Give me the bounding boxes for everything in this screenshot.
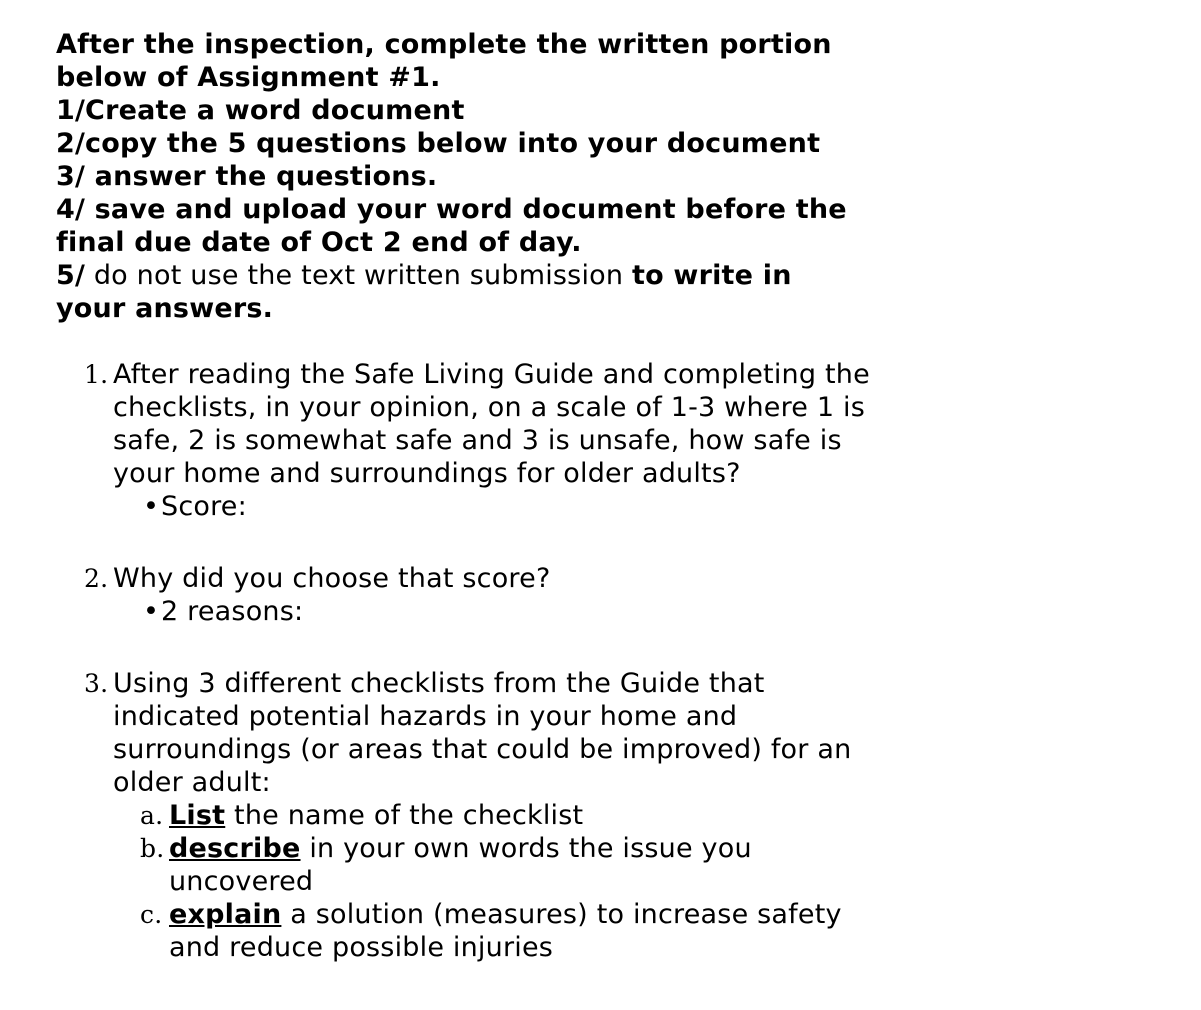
question-3 [56,667,956,964]
question-line: checklists, in your opinion, on a scale of 1-3 where 1 is [113,392,866,423]
question-line: surroundings (or areas that could be improved) for an [113,734,852,765]
subitem-letter: b. [140,834,165,863]
subitem-letter: a. [140,801,164,830]
instruction-step-4: 4/ save and upload your word document before the [56,194,847,225]
instruction-line: below of Assignment #1. [56,62,441,93]
bullet-text: 2 reasons: [161,596,304,627]
subitem-letter: c. [140,900,163,929]
question-line: safe, 2 is somewhat safe and 3 is unsafe, how safe is [113,425,842,456]
subitem-keyword: describe [169,833,301,864]
instruction-step-1: 1/Create a word document [56,95,465,126]
subitem-line-2: uncovered [169,866,314,897]
question-number: 1. [84,360,109,389]
subitem-text [169,799,956,832]
question-text [113,562,913,595]
subitem-a [140,799,956,832]
subitem-text [169,898,956,964]
question-line: After reading the Safe Living Guide and completing the [113,359,870,390]
subitem-rest: the name of the checklist [225,800,584,831]
instruction-step-4-cont: final due date of Oct 2 end of day. [56,227,582,258]
answer-bullet-score [143,490,956,523]
subitem-text [169,832,956,898]
question-text [113,667,913,799]
instruction-line: After the inspection, complete the written portion [56,29,832,60]
subitem-b [140,832,956,898]
question-line: your home and surroundings for older adults? [113,458,741,489]
subitem-line [169,799,956,832]
step-5-bold-text: to write in [631,260,792,291]
subitem-line-2: and reduce possible injuries [169,932,554,963]
subitem-rest: a solution (measures) to increase safety [281,899,842,930]
question-1 [56,358,956,523]
subitem-line [169,832,956,865]
step-5-number: 5/ [56,260,86,291]
question-list [56,358,956,1003]
subitem-line [169,898,956,931]
subitem-c [140,898,956,964]
question-2 [56,562,956,628]
subitem-rest: in your own words the issue you [300,833,752,864]
question-line: Why did you choose that score? [113,563,551,594]
question-number: 2. [84,564,109,593]
assignment-instructions [56,28,956,325]
question-line: indicated potential hazards in your home and [113,701,738,732]
bullet-icon: • [143,596,160,627]
answer-bullet-reasons [143,595,956,628]
question-text [113,358,913,490]
subitem-keyword: List [169,800,226,831]
question-line: Using 3 different checklists from the Guide that [113,668,765,699]
instruction-step-5 [56,259,956,292]
instruction-step-5-cont: your answers. [56,293,274,324]
step-5-normal-text: do not use the text written submission [85,260,632,291]
question-number: 3. [84,669,109,698]
bullet-icon: • [143,491,160,522]
bullet-text: Score: [161,491,247,522]
question-line: older adult: [113,767,271,798]
instruction-step-3: 3/ answer the questions. [56,161,438,192]
instruction-step-2: 2/copy the 5 questions below into your document [56,128,821,159]
subitem-keyword: explain [169,899,282,930]
